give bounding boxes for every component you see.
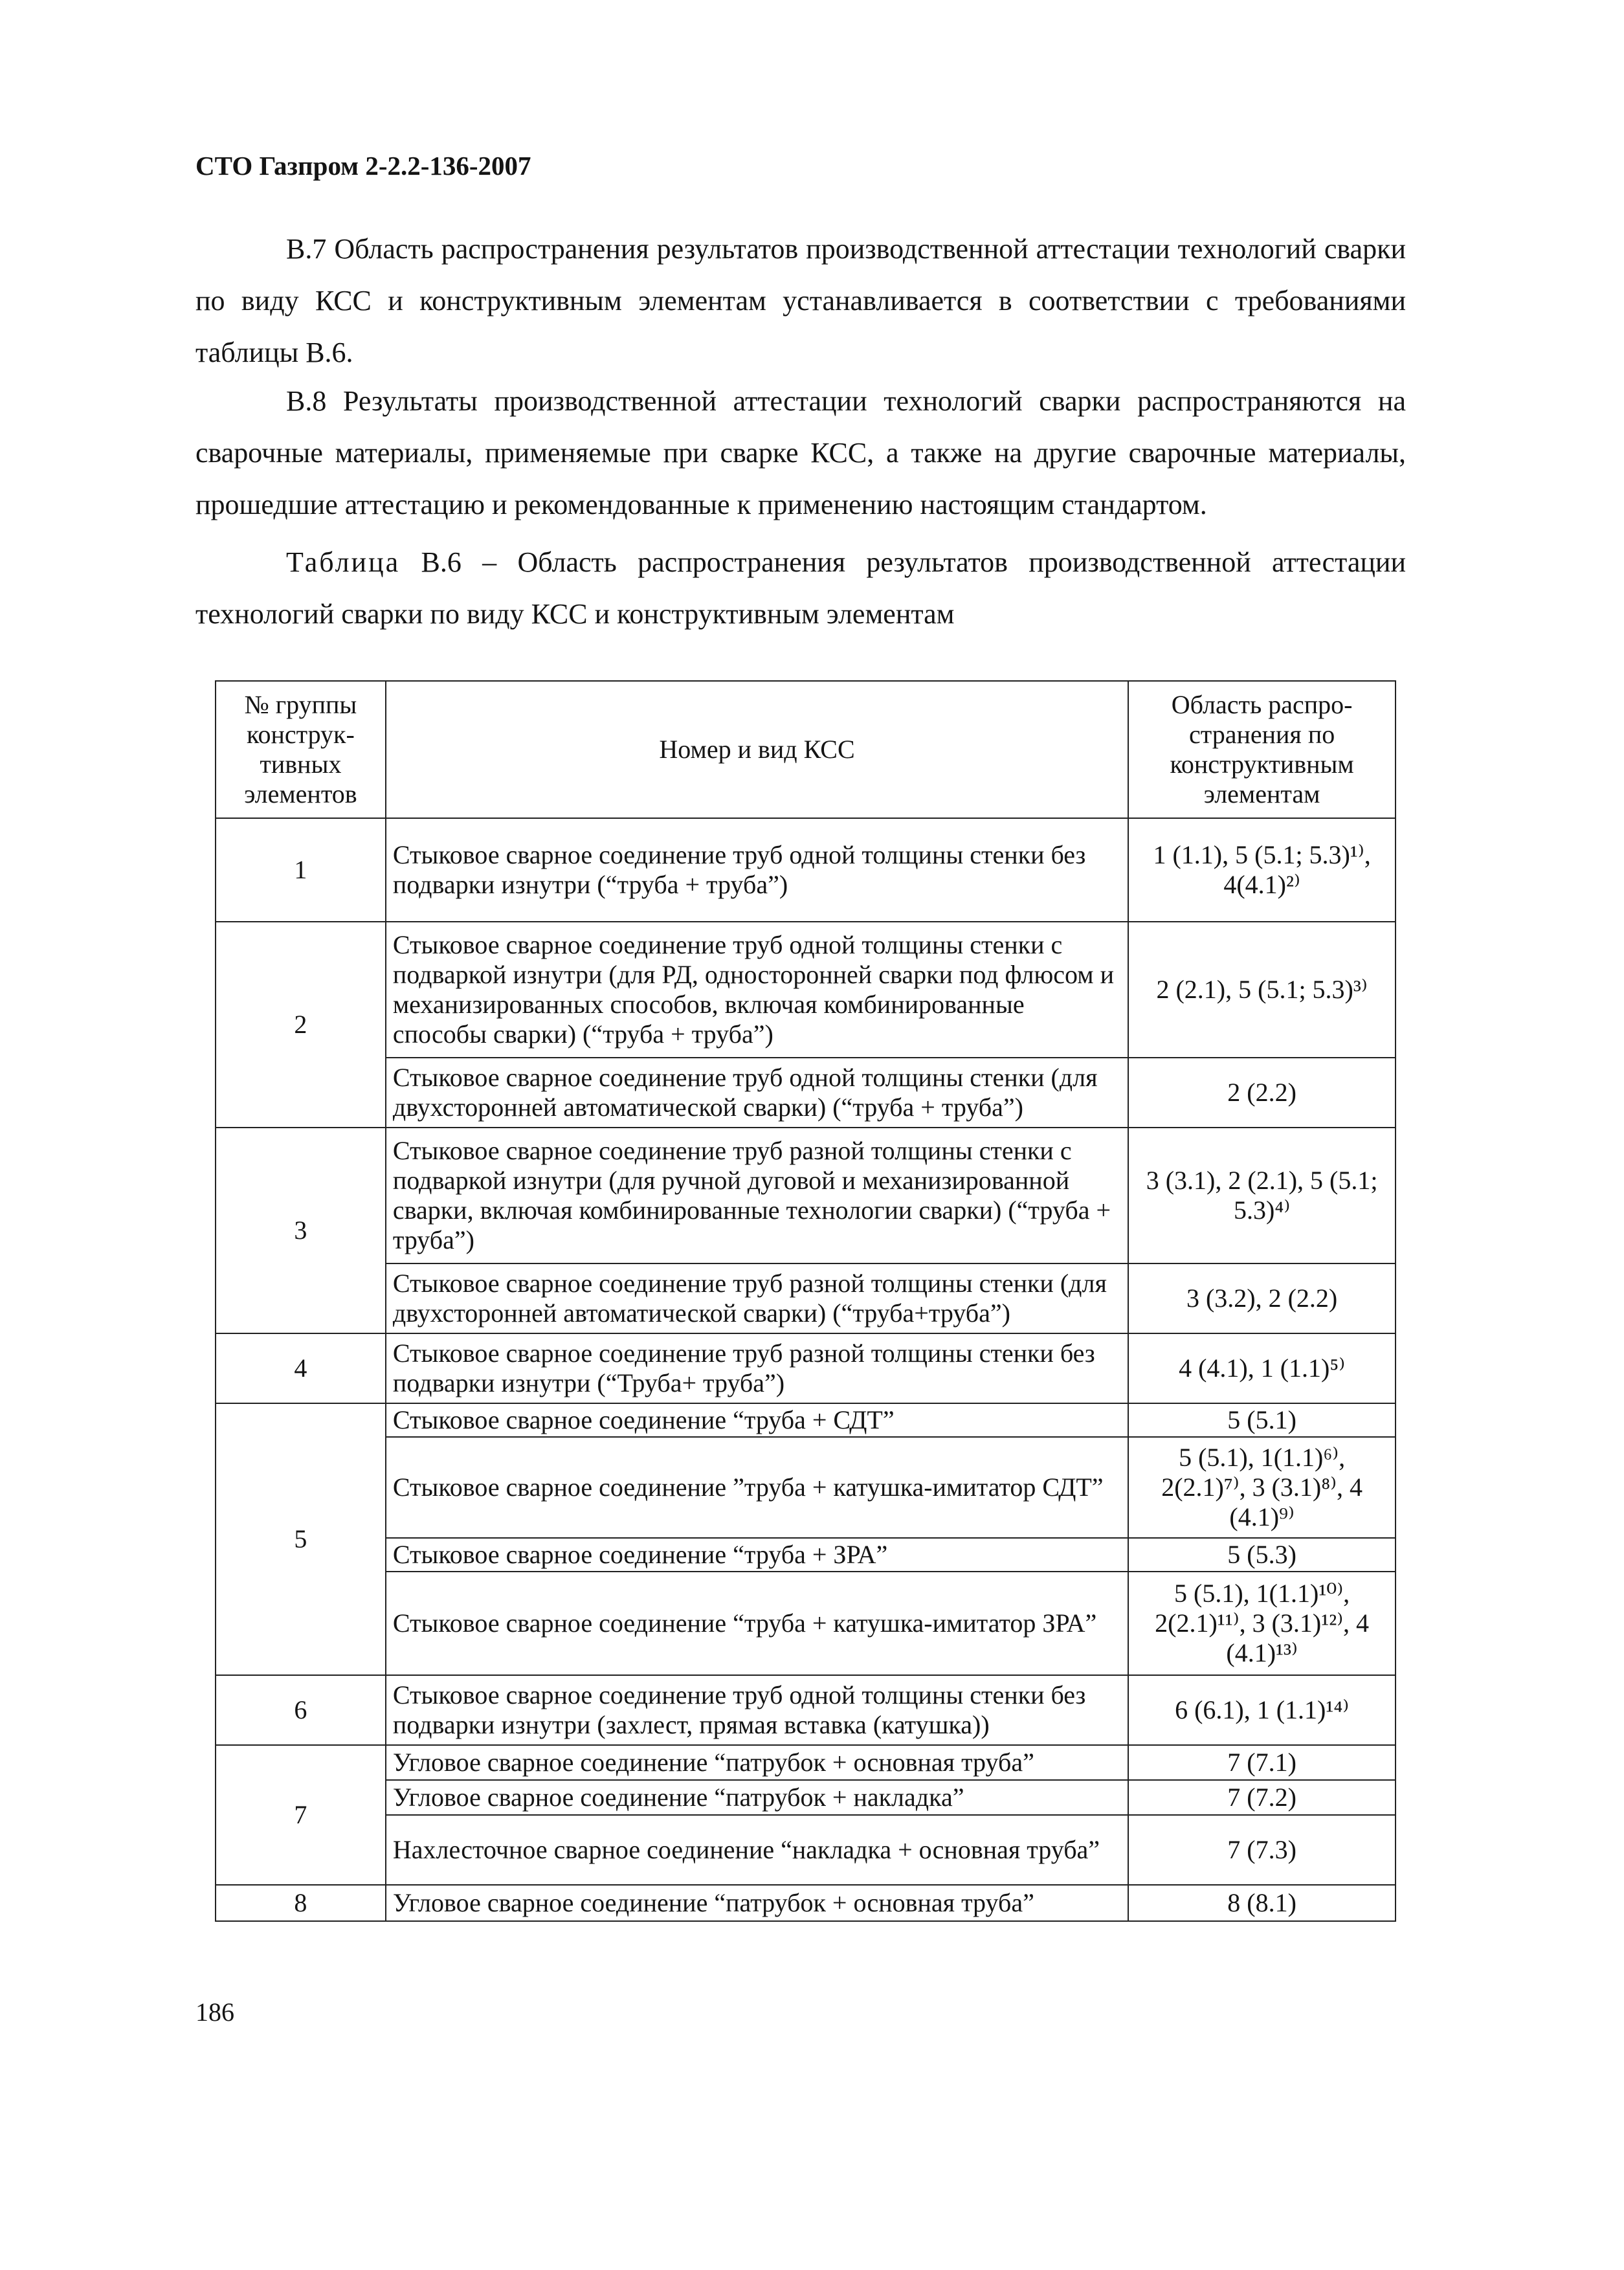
area-value: 7 (7.3) [1128, 1815, 1396, 1885]
table-row [216, 1780, 1396, 1815]
kss-type: Стыковое сварное соединение труб разной толщины стенки (для двухсторонней автоматической сварки) (“труба+труба”) [386, 1263, 1128, 1333]
area-value: 5 (5.1) [1128, 1403, 1396, 1437]
area-value: 7 (7.1) [1128, 1745, 1396, 1780]
table-row [216, 1263, 1396, 1333]
header-kss: Номер и вид КСС [386, 681, 1128, 818]
kss-type: Стыковое сварное соединение “труба + СДТ” [386, 1403, 1128, 1437]
table-row [216, 1885, 1396, 1921]
table-row [216, 1128, 1396, 1263]
group-number: 8 [216, 1885, 386, 1921]
kss-type: Стыковое сварное соединение “труба + ЗРА” [386, 1538, 1128, 1572]
table-row [216, 1058, 1396, 1128]
kss-type: Стыковое сварное соединение труб одной толщины стенки без подварки изнутри (“труба + труба”) [386, 818, 1128, 922]
table-caption [195, 537, 1406, 640]
kss-type: Угловое сварное соединение “патрубок + основная труба” [386, 1885, 1128, 1921]
kss-type: Стыковое сварное соединение труб разной толщины стенки без подварки изнутри (“Труба+ труба”) [386, 1333, 1128, 1403]
table-row [216, 1333, 1396, 1403]
document-header: СТО Газпром 2-2.2-136-2007 [195, 151, 531, 181]
area-value: 5 (5.1), 1(1.1)¹⁰⁾, 2(2.1)¹¹⁾, 3 (3.1)¹²⁾, 4 (4.1)¹³⁾ [1128, 1572, 1396, 1675]
area-value: 8 (8.1) [1128, 1885, 1396, 1921]
table-row [216, 1745, 1396, 1780]
paragraph-b8: В.8 Результаты производственной аттестации технологий сварки распространяются на сварочные материалы, применяемые при сварке КСС, а также на другие сварочные материалы, прошедшие аттестацию и рекомендованные к применению настоящим стандартом. [195, 385, 1406, 520]
group-number: 7 [216, 1745, 386, 1885]
header-group: № группы конструк- тивных элементов [216, 681, 386, 818]
kss-type: Нахлесточное сварное соединение “накладка + основная труба” [386, 1815, 1128, 1885]
group-number: 5 [216, 1403, 386, 1675]
kss-type: Стыковое сварное соединение труб одной толщины стенки (для двухсторонней автоматической сварки) (“труба + труба”) [386, 1058, 1128, 1128]
area-value: 5 (5.3) [1128, 1538, 1396, 1572]
table-caption-label: Таблица [286, 546, 401, 578]
kss-type: Угловое сварное соединение “патрубок + основная труба” [386, 1745, 1128, 1780]
page-number: 186 [195, 1997, 234, 2027]
area-value: 4 (4.1), 1 (1.1)⁵⁾ [1128, 1333, 1396, 1403]
paragraph-b7: В.7 Область распространения результатов производственной аттестации технологий сварки по виду КСС и конструктивным элементам устанавливается в соответствии с требованиями таблицы В.6. [195, 233, 1406, 368]
area-value: 2 (2.1), 5 (5.1; 5.3)³⁾ [1128, 922, 1396, 1058]
area-value: 2 (2.2) [1128, 1058, 1396, 1128]
table-row [216, 1572, 1396, 1675]
area-value: 3 (3.2), 2 (2.2) [1128, 1263, 1396, 1333]
kss-type: Угловое сварное соединение “патрубок + накладка” [386, 1780, 1128, 1815]
table-row [216, 922, 1396, 1058]
table-caption-text: В.6 – Область распространения результатов производственной аттестации технологий сварки по виду КСС и конструктивным элементам [195, 546, 1406, 630]
table-row [216, 818, 1396, 922]
group-number: 2 [216, 922, 386, 1128]
group-number: 6 [216, 1675, 386, 1745]
kss-type: Стыковое сварное соединение “труба + катушка-имитатор ЗРА” [386, 1572, 1128, 1675]
group-number: 1 [216, 818, 386, 922]
kss-type: Стыковое сварное соединение труб разной толщины стенки с подваркой изнутри (для ручной дуговой и механизированной сварки, включая комбинированные технологии сварки) (“труба + труба”) [386, 1128, 1128, 1263]
area-value: 5 (5.1), 1(1.1)⁶⁾, 2(2.1)⁷⁾, 3 (3.1)⁸⁾, 4 (4.1)⁹⁾ [1128, 1437, 1396, 1538]
table-header-row [216, 681, 1396, 818]
table-row [216, 1675, 1396, 1745]
group-number: 3 [216, 1128, 386, 1333]
table-row [216, 1538, 1396, 1572]
area-value: 3 (3.1), 2 (2.1), 5 (5.1; 5.3)⁴⁾ [1128, 1128, 1396, 1263]
header-area: Область распро- странения по конструктивным элементам [1128, 681, 1396, 818]
area-value: 1 (1.1), 5 (5.1; 5.3)¹⁾, 4(4.1)²⁾ [1128, 818, 1396, 922]
kss-type: Стыковое сварное соединение ”труба + катушка-имитатор СДТ” [386, 1437, 1128, 1538]
area-value: 6 (6.1), 1 (1.1)¹⁴⁾ [1128, 1675, 1396, 1745]
table-row [216, 1815, 1396, 1885]
table-row [216, 1403, 1396, 1437]
area-value: 7 (7.2) [1128, 1780, 1396, 1815]
kss-type: Стыковое сварное соединение труб одной толщины стенки с подваркой изнутри (для РД, односторонней сварки под флюсом и механизированных способов, включая комбинированные способы сварки) (“труба + труба”) [386, 922, 1128, 1058]
table-row [216, 1437, 1396, 1538]
group-number: 4 [216, 1333, 386, 1403]
scope-table [215, 680, 1396, 1922]
kss-type: Стыковое сварное соединение труб одной толщины стенки без подварки изнутри (захлест, прямая вставка (катушка)) [386, 1675, 1128, 1745]
